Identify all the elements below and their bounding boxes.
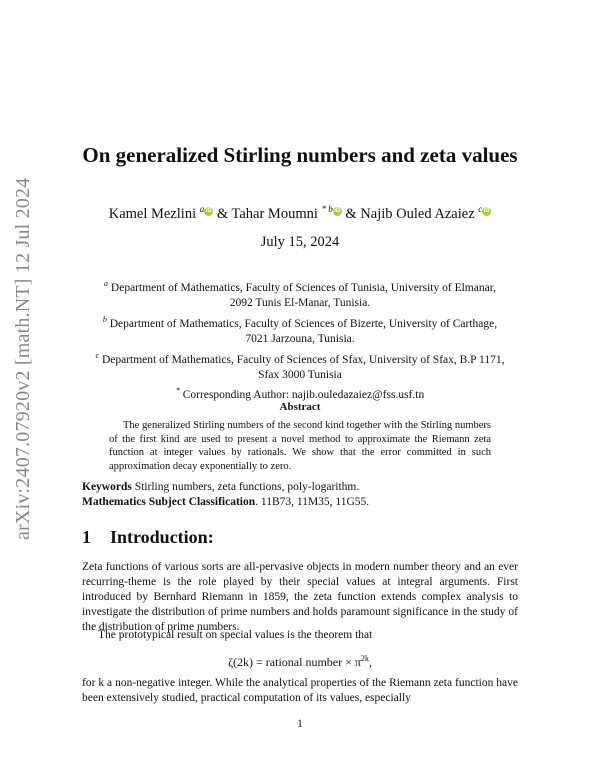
arxiv-identifier-stamp: arXiv:2407.07920v2 [math.NT] 12 Jul 2024	[12, 177, 34, 540]
author-name[interactable]: Tahar Moumni	[231, 205, 318, 222]
author-affil-mark: c	[478, 204, 483, 214]
orcid-icon[interactable]: iD	[205, 208, 212, 214]
affiliation-mark: b	[102, 314, 107, 324]
equation-punct: ,	[368, 655, 372, 669]
paragraph-text: for k a non-negative integer. While the analytical properties of the Riemann zeta function have been extensively studied, practical computation of its values, especially	[82, 677, 518, 704]
affiliation-text: Department of Mathematics, Faculty of Sciences of Sfax, University of Sfax, B.P 1171, Sfax 3000 Tunisia	[101, 353, 505, 381]
section-title: Introduction:	[110, 527, 214, 547]
publication-date: July 15, 2024	[260, 234, 340, 250]
page-number: 1	[297, 718, 303, 730]
author-name[interactable]: Kamel Mezlini	[108, 205, 197, 222]
author-separator: &	[216, 205, 229, 222]
author-affil-mark: a	[199, 204, 205, 214]
author-affil-mark: * b	[321, 204, 333, 214]
body-paragraph-3	[82, 676, 518, 706]
msc-text: . 11B73, 11M35, 11G55.	[255, 496, 370, 508]
body-paragraph-1	[82, 560, 518, 635]
abstract-text: The generalized Stirling numbers of the second kind together with the Stirling numbers of the first kind are used to present a novel method to approximate the Riemann zeta function at integer values by rationals. We show that the error committed in such approximation decay exponentially to zero.	[109, 420, 491, 472]
author-name[interactable]: Najib Ouled Azaiez	[360, 205, 475, 222]
keywords-line	[82, 481, 522, 493]
orcid-icon[interactable]: iD	[334, 208, 341, 214]
keywords-text: Stirling numbers, zeta functions, poly-logarithm.	[134, 481, 360, 493]
paper-title: On generalized Stirling numbers and zeta values	[82, 143, 518, 167]
display-equation	[0, 654, 600, 670]
orcid-icon[interactable]: iD	[483, 208, 490, 214]
msc-label: Mathematics Subject Classification	[82, 496, 256, 508]
equation-exponent: 2k	[360, 654, 369, 663]
affiliation-mark: a	[104, 279, 109, 288]
abstract-heading: Abstract	[279, 401, 321, 413]
equation-body: ζ(2k) = rational number × π	[228, 655, 361, 669]
corresponding-author-email[interactable]: Corresponding Author: najib.ouledazaiez@fss.usf.tn	[182, 389, 425, 402]
affiliation-text: Department of Mathematics, Faculty of Sciences of Tunisia, University of Elmanar, 2092 Tunis El-Manar, Tunisia.	[110, 281, 496, 310]
affiliations	[95, 276, 505, 404]
paragraph-text: Zeta functions of various sorts are all-pervasive objects in modern number theory and an ever recurring-theme is the role played by their special values at integral arguments. First introduced by Bernhard Riemann in 1859, the zeta function extends complex analysis to investigate the distribution of prime numbers and holds paramount significance in the study of the distribution of prime numbers.	[82, 561, 518, 633]
section-heading	[82, 527, 214, 548]
affiliation-text: Department of Mathematics, Faculty of Sciences of Bizerte, University of Carthage, 7021 Jarzouna, Tunisia.	[109, 317, 498, 346]
section-number: 1	[82, 527, 91, 547]
author-separator: &	[345, 205, 357, 222]
affiliation-item	[95, 348, 505, 384]
keywords-label: Keywords	[82, 481, 132, 493]
affiliation-item	[95, 276, 505, 312]
affiliation-mark: c	[95, 350, 100, 360]
affiliation-mark: *	[175, 386, 180, 396]
body-paragraph-2	[82, 628, 518, 643]
affiliation-item	[95, 312, 505, 348]
paragraph-text: The prototypical result on special values is the theorem that	[98, 629, 373, 641]
msc-line	[82, 496, 522, 508]
author-list	[40, 204, 560, 223]
